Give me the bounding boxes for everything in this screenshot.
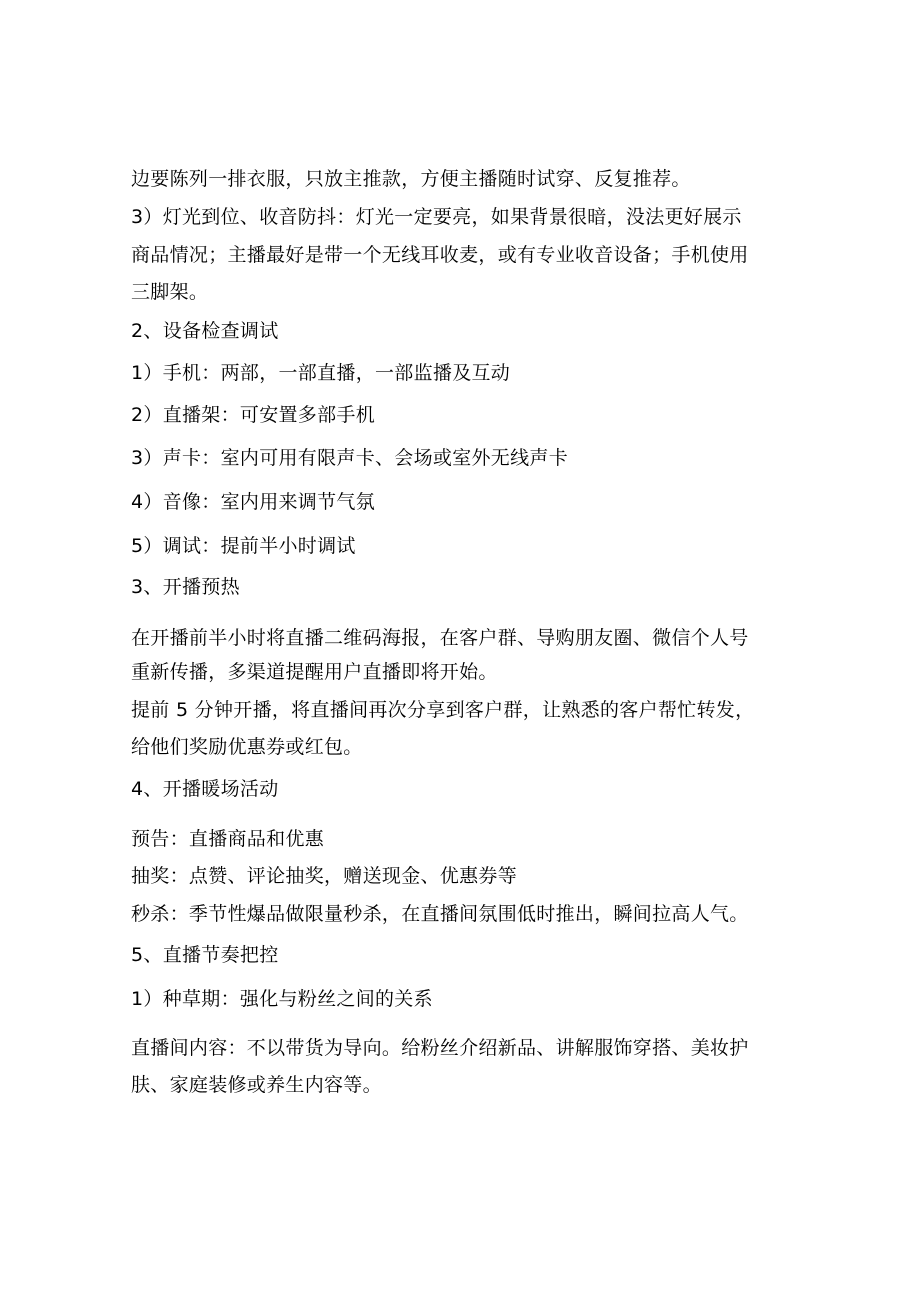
section-heading: 5、直播节奏把控 (131, 944, 279, 966)
paragraph-line: 抽奖：点赞、评论抽奖，赠送现金、优惠券等 (131, 865, 518, 887)
paragraph-line: 边要陈列一排衣服，只放主推款，方便主播随时试穿、反复推荐。 (131, 168, 691, 190)
paragraph-line: 重新传播，多渠道提醒用户直播即将开始。 (131, 661, 498, 683)
paragraph-line: 预告：直播商品和优惠 (131, 828, 325, 850)
list-item: 3）声卡：室内可用有限声卡、会场或室外无线声卡 (131, 447, 568, 469)
list-item: 2）直播架：可安置多部手机 (131, 404, 375, 426)
list-item: 1）种草期：强化与粉丝之间的关系 (131, 988, 433, 1010)
paragraph-line: 三脚架。 (131, 281, 209, 303)
paragraph-line: 给他们奖励优惠券或红包。 (131, 736, 363, 758)
list-item: 1）手机：两部，一部直播，一部监播及互动 (131, 362, 511, 384)
paragraph-line: 提前 5 分钟开播，将直播间再次分享到客户群，让熟悉的客户帮忙转发， (131, 699, 755, 721)
list-item: 5）调试：提前半小时调试 (131, 535, 356, 557)
paragraph-line: 商品情况；主播最好是带一个无线耳收麦，或有专业收音设备；手机使用 (131, 244, 749, 266)
paragraph-line: 在开播前半小时将直播二维码海报，在客户群、导购朋友圈、微信个人号 (131, 627, 749, 649)
list-item: 4）音像：室内用来调节气氛 (131, 491, 375, 513)
section-heading: 2、设备检查调试 (131, 320, 279, 342)
paragraph-line: 秒杀：季节性爆品做限量秒杀，在直播间氛围低时推出，瞬间拉高人气。 (131, 903, 749, 925)
paragraph-line: 3）灯光到位、收音防抖：灯光一定要亮，如果背景很暗，没法更好展示 (131, 206, 742, 228)
section-heading: 4、开播暖场活动 (131, 778, 279, 800)
paragraph-line: 肤、家庭装修或养生内容等。 (131, 1074, 382, 1096)
paragraph-line: 直播间内容：不以带货为导向。给粉丝介绍新品、讲解服饰穿搭、美妆护 (131, 1037, 749, 1059)
section-heading: 3、开播预热 (131, 576, 240, 598)
